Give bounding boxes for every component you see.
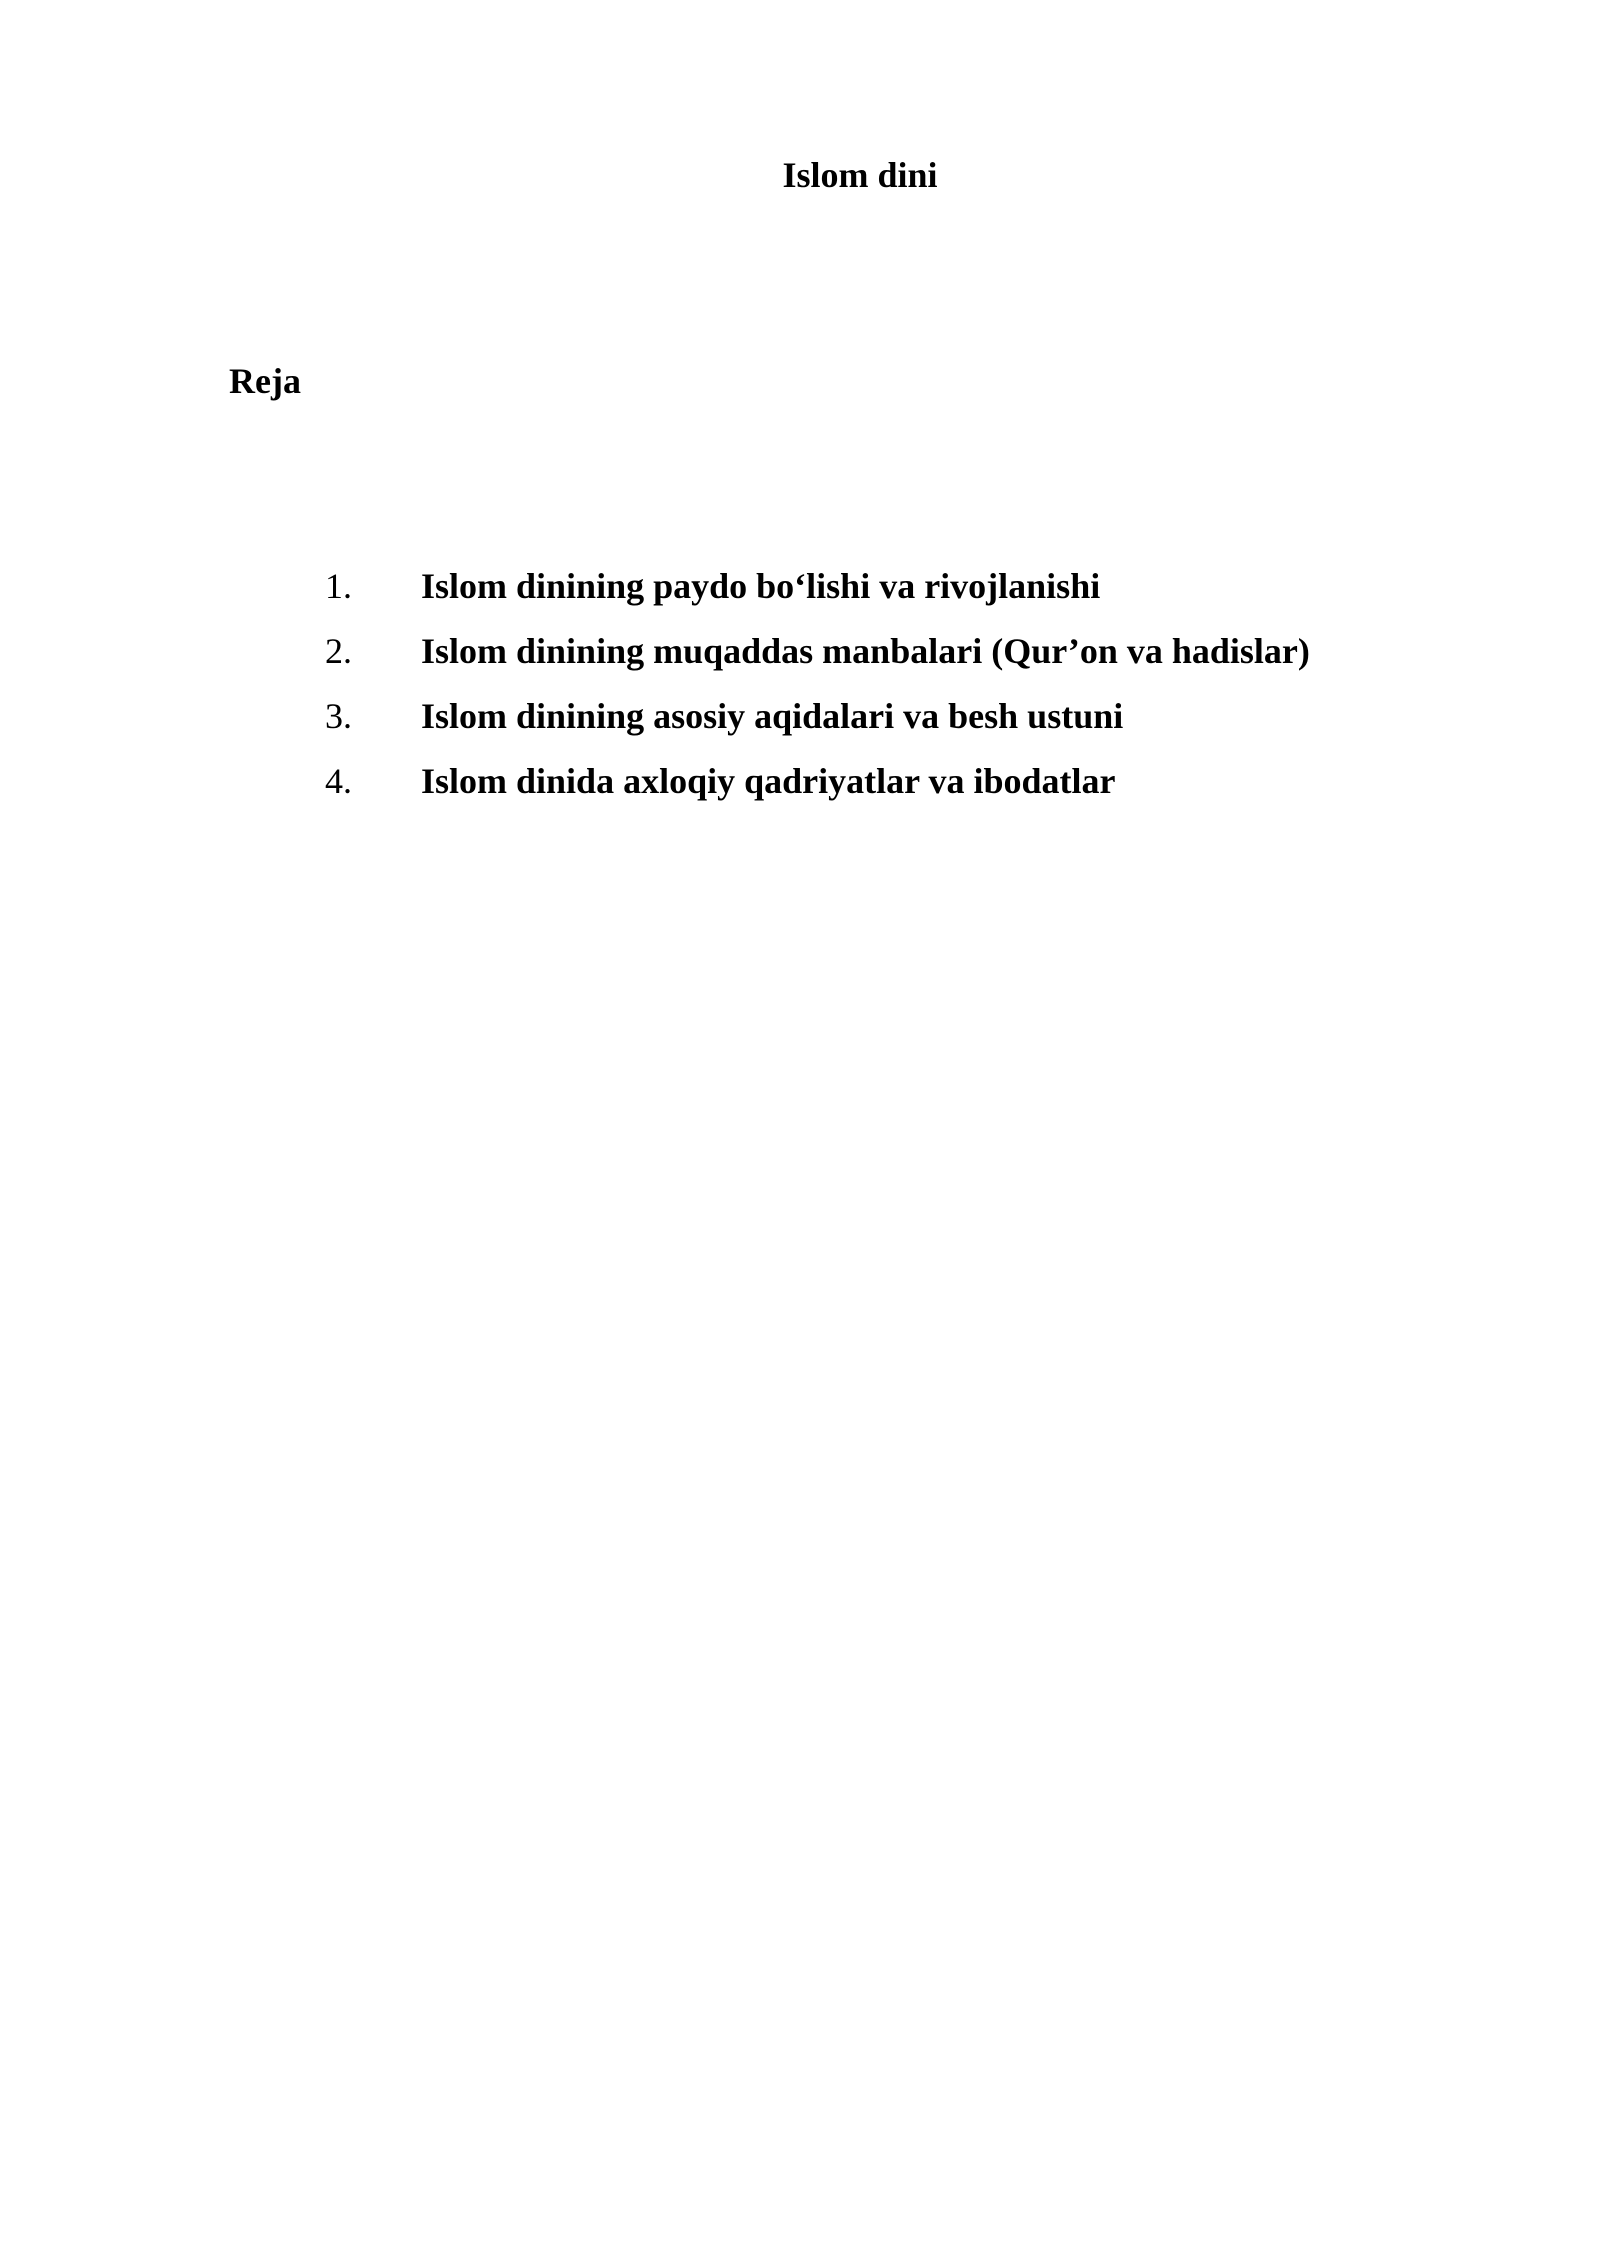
plan-heading: Reja — [229, 361, 301, 401]
plan-item-text: Islom dinida axloqiy qadriyatlar va ibodatlar — [421, 761, 1116, 801]
document-title: Islom dini — [782, 155, 938, 195]
plan-item-number: 1. — [325, 566, 352, 606]
plan-item-text: Islom dinining muqaddas manbalari (Qur’on va hadislar) — [421, 631, 1310, 671]
plan-item-number: 2. — [325, 631, 352, 671]
plan-item-text: Islom dinining paydo bo‘lishi va rivojlanishi — [421, 566, 1101, 606]
plan-item-text: Islom dinining asosiy aqidalari va besh ustuni — [421, 696, 1124, 736]
plan-item-number: 4. — [325, 761, 352, 801]
plan-item-number: 3. — [325, 696, 352, 736]
